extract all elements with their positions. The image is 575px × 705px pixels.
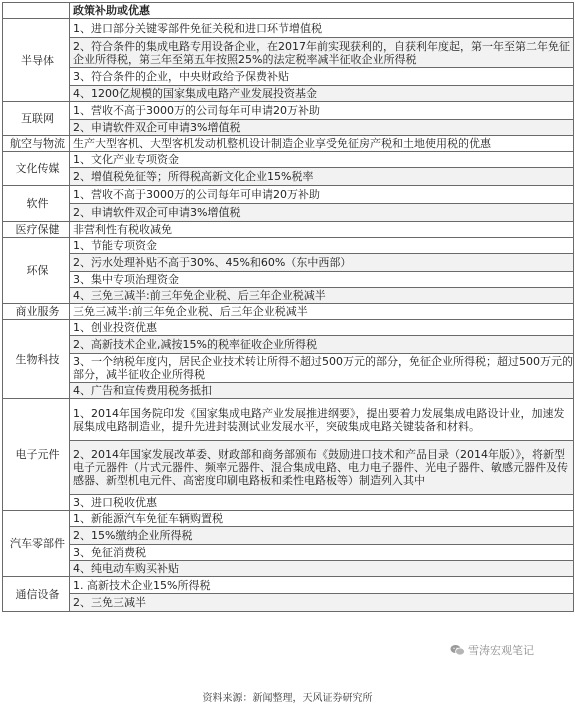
category-cell: 环保 [3,238,70,304]
policy-item: 4、三免三减半:前三年免企业税、后三年企业税减半 [70,288,574,304]
category-cell: 电子元件 [3,399,70,511]
category-cell: 文化传媒 [3,152,70,186]
policy-item: 2、高新技术企业,减按15%的税率征收企业所得税 [70,336,574,354]
table-row [3,441,574,495]
table-row [3,120,574,136]
policy-item: 3、一个纳税年度内，居民企业技术转让所得不超过500万元的部分，免征企业所得税；超过500万元的部分，减半征收企业所得税 [70,354,574,383]
policy-item: 1、营收不高于3000万的公司每年可申请20万补助 [70,102,574,120]
table-row [3,495,574,511]
table-row [3,336,574,354]
category-cell: 生物科技 [3,320,70,399]
table-row [3,545,574,561]
policy-item: 3、进口税收优惠 [70,495,574,511]
table-row [3,152,574,168]
table-row [3,288,574,304]
table-row [3,38,574,68]
table-row [3,511,574,527]
source-note: 资料来源：新闻整理，天风证券研究所 [202,693,373,704]
table-row [3,304,574,320]
watermark-text: 雪涛宏观笔记 [468,644,534,657]
policy-item: 2、申请软件双企可申请3%增值税 [70,120,574,136]
table-row [3,272,574,288]
table-row [3,19,574,38]
policy-item: 4、广告和宣传费用税务抵扣 [70,383,574,399]
policy-item: 生产大型客机、大型客机发动机整机设计制造企业享受免征房产税和土地使用税的优惠 [70,136,574,152]
category-cell: 软件 [3,186,70,222]
policy-item: 2、三免三减半 [70,594,574,612]
header-category [3,3,70,19]
table-row [3,86,574,102]
policy-item: 1、营收不高于3000万的公司每年可申请20万补助 [70,186,574,204]
table-row [3,399,574,441]
policy-item: 1、创业投资优惠 [70,320,574,336]
policy-item: 2、2014年国家发展改革委、财政部和商务部颁布《鼓励进口技术和产品目录（2014年版）》，将新型电子元器件（片式元器件、频率元器件、混合集成电路、电力电子器件、光电子器件、敏感元器件及传感器、新型机电元件、高密度印刷电路板和柔性电路板等）制造列入其中 [70,441,574,495]
policy-item: 三免三减半:前三年免企业税、后三年企业税减半 [70,304,574,320]
policy-item: 4、1200亿规模的国家集成电路产业发展投资基金 [70,86,574,102]
category-cell: 通信设备 [3,577,70,612]
policy-item: 3、免征消费税 [70,545,574,561]
table-row [3,102,574,120]
policy-item: 3、符合条件的企业，中央财政给予保费补贴 [70,68,574,86]
table-row [3,68,574,86]
policy-item: 2、增值税免征等；所得税高新文化企业15%税率 [70,168,574,186]
watermark [450,642,534,658]
policy-item: 2、污水处理补贴不高于30%、45%和60%（东中西部） [70,254,574,272]
wechat-icon [450,644,465,656]
category-cell: 互联网 [3,102,70,136]
header-title: 政策补助或优惠 [70,3,574,19]
table-row [3,168,574,186]
policy-item: 2、15%缴纳企业所得税 [70,527,574,545]
table-row [3,527,574,545]
table-row [3,320,574,336]
policy-item: 1、新能源汽车免征车辆购置税 [70,511,574,527]
table-row [3,222,574,238]
policy-item: 2、符合条件的集成电路专用设备企业，在2017年前实现获利的，自获利年度起，第一年至第二年免征企业所得税，第三年至第五年按照25%的法定税率减半征收企业所得税 [70,38,574,68]
policy-item: 3、集中专项治理资金 [70,272,574,288]
table-row [3,577,574,594]
header-row [3,3,574,19]
policy-item: 1. 高新技术企业15%所得税 [70,577,574,594]
policy-table [2,2,574,612]
policy-item: 4、纯电动车购买补贴 [70,561,574,577]
category-cell: 航空与物流 [3,136,70,152]
policy-item: 1、文化产业专项资金 [70,152,574,168]
table-row [3,594,574,612]
table-row [3,354,574,383]
policy-item: 1、进口部分关键零部件免征关税和进口环节增值税 [70,19,574,38]
category-cell: 商业服务 [3,304,70,320]
category-cell: 医疗保健 [3,222,70,238]
table-row [3,186,574,204]
category-cell: 汽车零部件 [3,511,70,577]
table-row [3,561,574,577]
table-row [3,254,574,272]
table-row [3,238,574,254]
category-cell: 半导体 [3,19,70,102]
policy-item: 1、节能专项资金 [70,238,574,254]
policy-item: 非营利性有税收减免 [70,222,574,238]
table-row [3,136,574,152]
table-row [3,204,574,222]
policy-item: 1、2014年国务院印发《国家集成电路产业发展推进纲要》，提出要着力发展集成电路设计业，加速发展集成电路制造业，提升先进封装测试业发展水平，突破集成电路关键装备和材料。 [70,399,574,441]
policy-item: 2、申请软件双企可申请3%增值税 [70,204,574,222]
table-row [3,383,574,399]
